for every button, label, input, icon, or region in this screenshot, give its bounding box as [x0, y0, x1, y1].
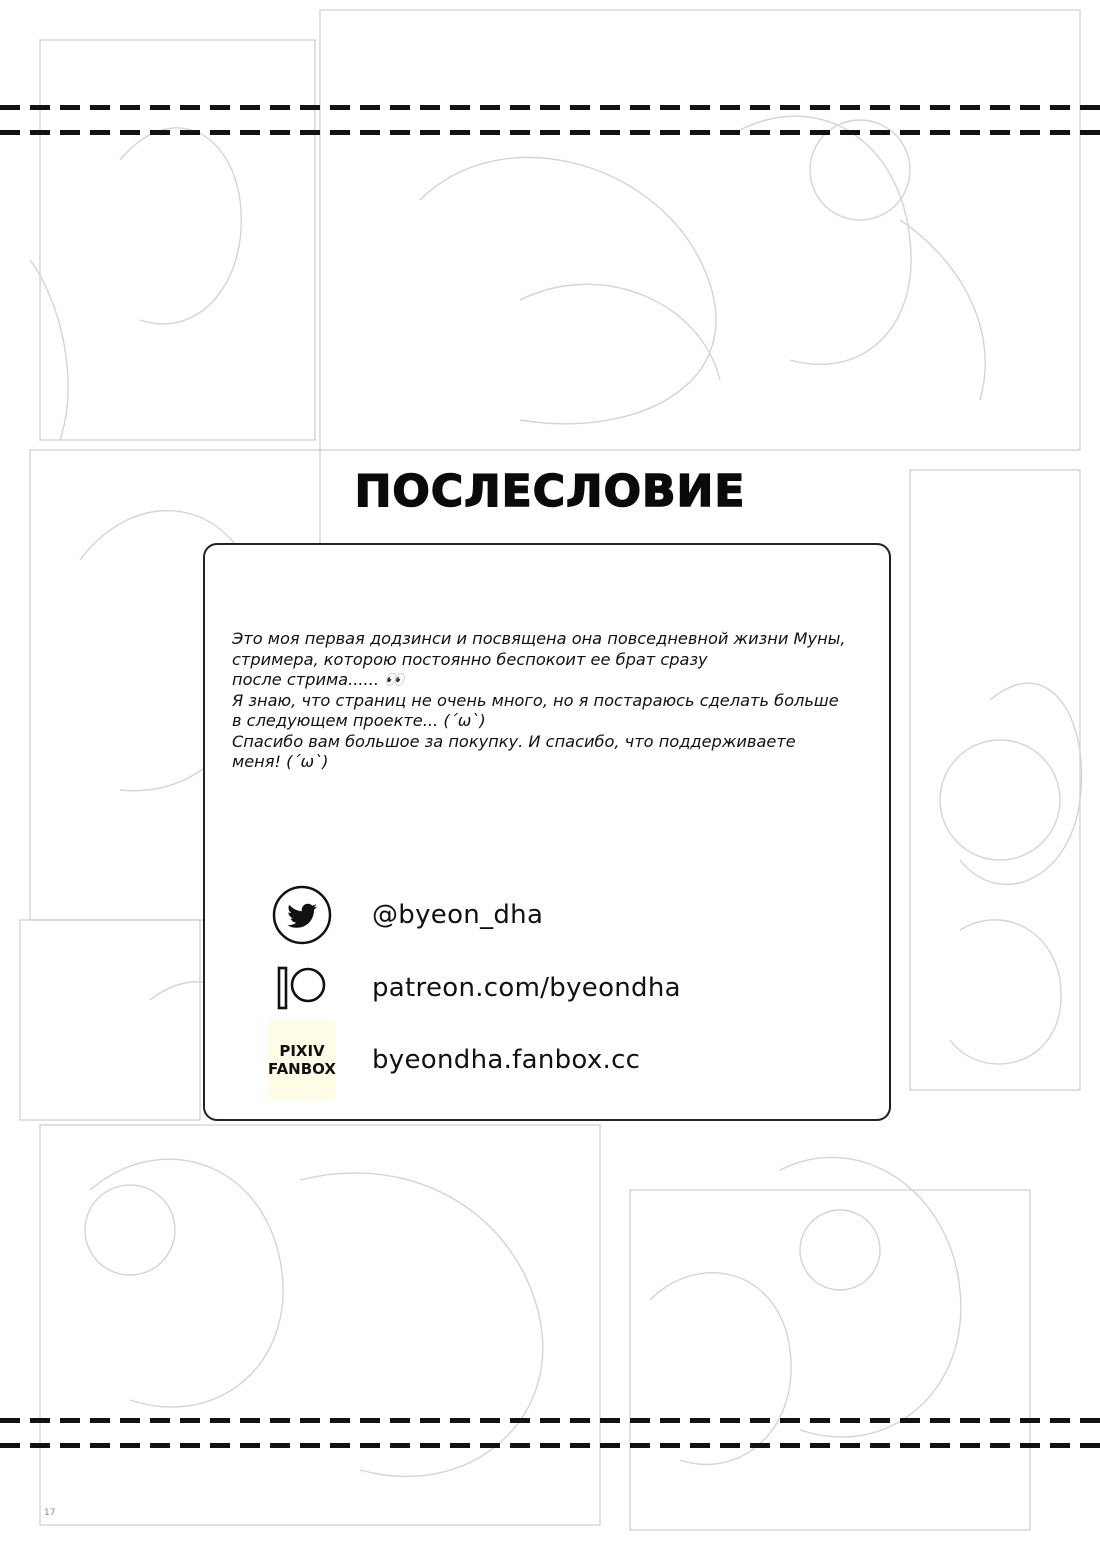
- twitter-link[interactable]: [271, 885, 831, 945]
- page-title: ПОСЛЕСЛОВИЕ: [354, 466, 746, 517]
- afterword-line: стримера, которою постоянно беспокоит ее брат сразу: [232, 649, 708, 669]
- afterword-line: в следующем проекте... (ˊωˋ): [232, 711, 486, 730]
- patreon-handle[interactable]: patreon.com/byeondha: [372, 973, 681, 1003]
- fanbox-handle[interactable]: byeondha.fanbox.cc: [372, 1045, 641, 1075]
- fanbox-logo-line-1: PIXIV: [279, 1042, 325, 1060]
- afterword-line: Спасибо вам большое за покупку. И спасибо, что поддерживаете: [232, 731, 796, 751]
- page-number: 17: [44, 1508, 56, 1518]
- afterword-line: после стрима...... 👀: [232, 670, 405, 689]
- patreon-icon: [271, 957, 333, 1019]
- afterword-line: Я знаю, что страниц не очень много, но я постараюсь сделать больше: [232, 690, 839, 710]
- afterword-line: Это моя первая додзинси и посвящена она повседневной жизни Муны,: [232, 629, 846, 648]
- twitter-handle[interactable]: @byeon_dha: [372, 900, 544, 930]
- bottom-dashed-border-2: [0, 1443, 1100, 1448]
- afterword-card: [203, 543, 891, 1121]
- fanbox-logo-line-2: FANBOX: [268, 1060, 336, 1078]
- bottom-dashed-border-1: [0, 1418, 1100, 1423]
- fanbox-logo-wrap: [268, 1029, 336, 1091]
- top-dashed-border-2: [0, 130, 1100, 135]
- patreon-link[interactable]: [271, 958, 831, 1018]
- top-dashed-border-1: [0, 105, 1100, 110]
- afterword-text: [232, 629, 872, 773]
- twitter-bird-icon: [271, 884, 333, 946]
- pixiv-fanbox-icon: [268, 1019, 336, 1101]
- afterword-line: меня! (ˊωˋ): [232, 752, 329, 771]
- fanbox-link[interactable]: [268, 1030, 831, 1090]
